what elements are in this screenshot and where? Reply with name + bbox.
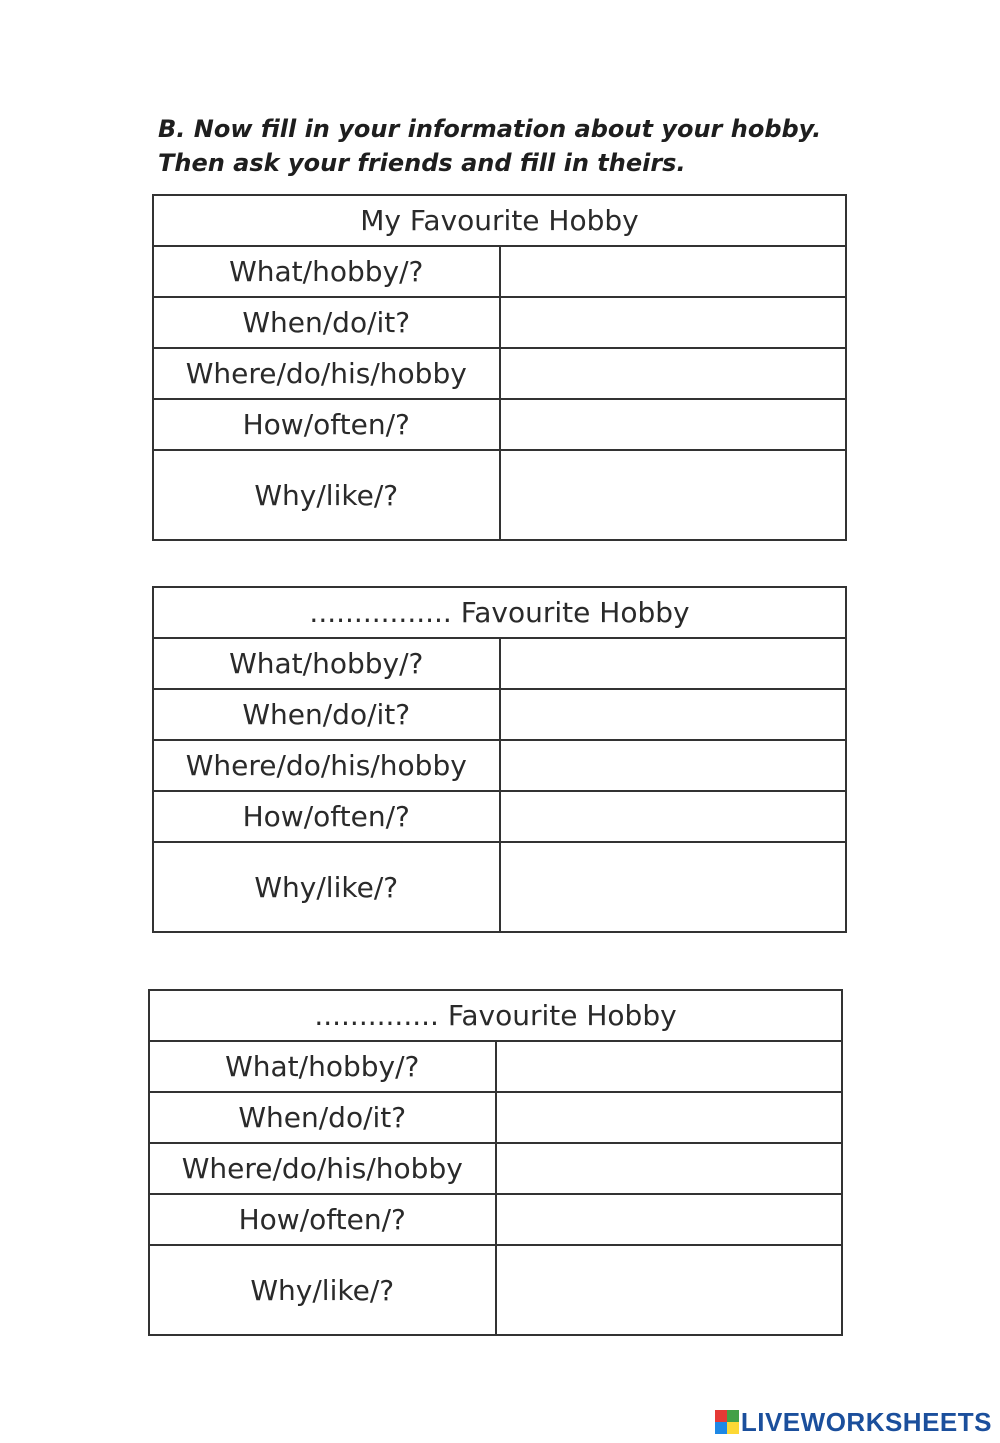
question-how-often: How/often/? xyxy=(153,399,500,450)
answer-cell xyxy=(500,791,847,842)
table-row xyxy=(153,842,846,932)
question-why: Why/like/? xyxy=(153,450,500,540)
answer-input-when[interactable] xyxy=(501,690,846,739)
table-row xyxy=(149,1245,842,1335)
question-how-often: How/often/? xyxy=(149,1194,496,1245)
answer-input-where[interactable] xyxy=(501,349,846,398)
table-row xyxy=(153,399,846,450)
answer-input-why[interactable] xyxy=(501,843,846,931)
answer-input-when[interactable] xyxy=(501,298,846,347)
answer-cell xyxy=(496,1245,843,1335)
hobby-table-friend-2 xyxy=(148,989,843,1336)
answer-input-what-hobby[interactable] xyxy=(501,247,846,296)
brand-text: LIVEWORKSHEETS xyxy=(740,1406,992,1437)
question-where: Where/do/his/hobby xyxy=(153,348,500,399)
table-row xyxy=(153,450,846,540)
answer-cell xyxy=(500,246,847,297)
table-row xyxy=(153,348,846,399)
answer-cell xyxy=(496,1092,843,1143)
answer-cell xyxy=(500,399,847,450)
answer-input-where[interactable] xyxy=(497,1144,842,1193)
instructions xyxy=(158,112,878,180)
question-why: Why/like/? xyxy=(153,842,500,932)
question-where: Where/do/his/hobby xyxy=(153,740,500,791)
answer-input-why[interactable] xyxy=(501,451,846,539)
table-row xyxy=(149,1092,842,1143)
table-row xyxy=(149,1041,842,1092)
table-row xyxy=(153,791,846,842)
answer-cell xyxy=(500,348,847,399)
table-title: .............. Favourite Hobby xyxy=(149,990,842,1041)
question-how-often: How/often/? xyxy=(153,791,500,842)
question-where: Where/do/his/hobby xyxy=(149,1143,496,1194)
answer-input-what-hobby[interactable] xyxy=(497,1042,842,1091)
table-row xyxy=(149,1194,842,1245)
answer-cell xyxy=(500,638,847,689)
hobby-table-mine xyxy=(152,194,847,541)
hobby-table-friend-1 xyxy=(152,586,847,933)
liveworksheets-logo-icon xyxy=(715,1410,739,1434)
question-when: When/do/it? xyxy=(149,1092,496,1143)
answer-cell xyxy=(500,842,847,932)
table-row xyxy=(153,740,846,791)
table-title: My Favourite Hobby xyxy=(153,195,846,246)
liveworksheets-brand xyxy=(715,1407,992,1437)
answer-input-where[interactable] xyxy=(501,741,846,790)
answer-cell xyxy=(500,450,847,540)
question-what-hobby: What/hobby/? xyxy=(153,246,500,297)
table-row xyxy=(153,297,846,348)
answer-cell xyxy=(496,1041,843,1092)
question-when: When/do/it? xyxy=(153,297,500,348)
answer-cell xyxy=(500,297,847,348)
table-title: ................ Favourite Hobby xyxy=(153,587,846,638)
answer-cell xyxy=(496,1143,843,1194)
answer-input-when[interactable] xyxy=(497,1093,842,1142)
answer-cell xyxy=(500,740,847,791)
table-row xyxy=(149,1143,842,1194)
answer-cell xyxy=(500,689,847,740)
question-why: Why/like/? xyxy=(149,1245,496,1335)
instructions-line-2: Then ask your friends and fill in theirs. xyxy=(158,149,686,177)
question-when: When/do/it? xyxy=(153,689,500,740)
answer-input-how-often[interactable] xyxy=(501,792,846,841)
answer-cell xyxy=(496,1194,843,1245)
question-what-hobby: What/hobby/? xyxy=(153,638,500,689)
instructions-line-1: B. Now fill in your information about your hobby. xyxy=(158,115,822,143)
answer-input-what-hobby[interactable] xyxy=(501,639,846,688)
question-what-hobby: What/hobby/? xyxy=(149,1041,496,1092)
answer-input-how-often[interactable] xyxy=(497,1195,842,1244)
table-row xyxy=(153,689,846,740)
table-row xyxy=(153,246,846,297)
table-row xyxy=(153,638,846,689)
answer-input-how-often[interactable] xyxy=(501,400,846,449)
answer-input-why[interactable] xyxy=(497,1246,842,1334)
